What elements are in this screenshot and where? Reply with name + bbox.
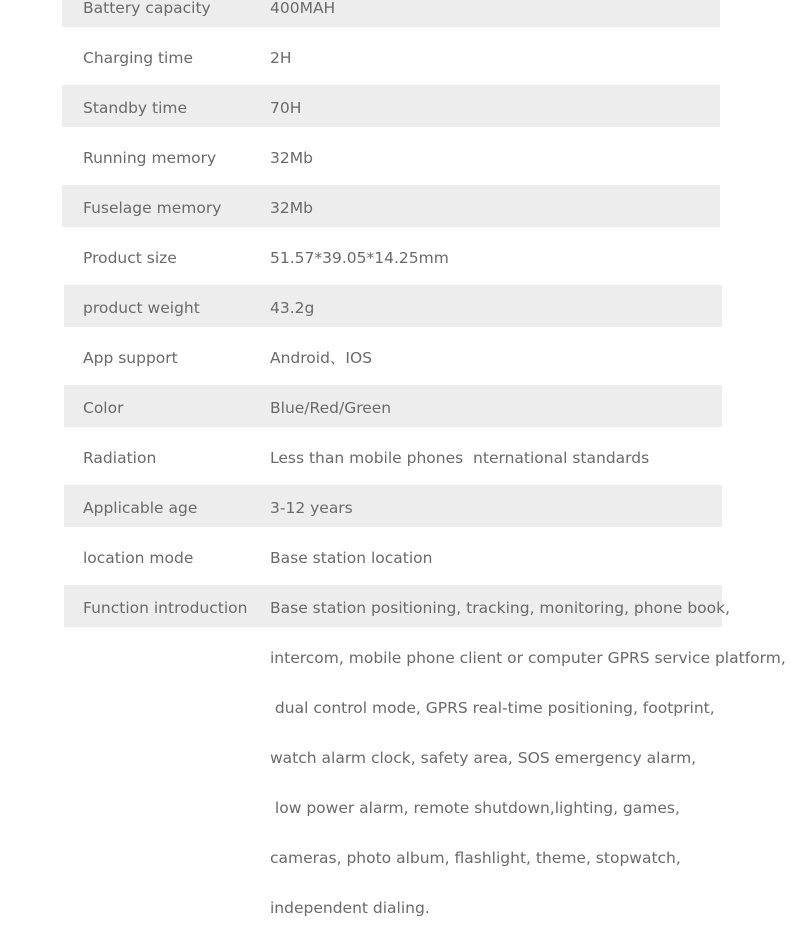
spec-value: Less than mobile phones nternational standards: [270, 449, 650, 467]
spec-label: Running memory: [83, 149, 217, 167]
spec-value: Base station location: [270, 549, 433, 567]
spec-row: [0, 48, 790, 68]
spec-row: [0, 198, 790, 218]
spec-row: [0, 398, 790, 418]
function-line: [0, 798, 790, 818]
spec-value: Blue/Red/Green: [270, 399, 392, 417]
spec-row: [0, 548, 790, 568]
spec-row: [0, 348, 790, 368]
function-line: [0, 698, 790, 718]
spec-label: Fuselage memory: [83, 199, 222, 217]
spec-value: 43.2g: [270, 299, 315, 317]
function-text: dual control mode, GPRS real-time positioning, footprint,: [270, 699, 715, 717]
function-line: [0, 648, 790, 668]
spec-value: 51.57*39.05*14.25mm: [270, 249, 449, 267]
spec-label: product weight: [83, 299, 200, 317]
spec-label: Standby time: [83, 99, 188, 117]
spec-label: Color: [83, 399, 124, 417]
spec-row: [0, 448, 790, 468]
spec-row: [0, 248, 790, 268]
function-line: [0, 748, 790, 768]
spec-label: Function introduction: [83, 599, 248, 617]
function-line: [0, 898, 790, 918]
spec-row: [0, 598, 790, 618]
spec-row: [0, 0, 790, 18]
function-text: watch alarm clock, safety area, SOS emergency alarm,: [270, 749, 697, 767]
function-line: [0, 848, 790, 868]
spec-row: [0, 98, 790, 118]
spec-label: Charging time: [83, 49, 193, 67]
spec-label: Battery capacity: [83, 0, 211, 17]
function-text: independent dialing.: [270, 899, 430, 917]
spec-label: location mode: [83, 549, 194, 567]
spec-value: 32Mb: [270, 199, 313, 217]
spec-label: Applicable age: [83, 499, 198, 517]
spec-row: [0, 148, 790, 168]
function-text: intercom, mobile phone client or computer GPRS service platform,: [270, 649, 786, 667]
spec-value: Android、IOS: [270, 349, 373, 367]
spec-row: [0, 298, 790, 318]
spec-value: 32Mb: [270, 149, 313, 167]
spec-value: 3-12 years: [270, 499, 353, 517]
spec-value: 2H: [270, 49, 292, 67]
spec-row: [0, 498, 790, 518]
spec-label: Product size: [83, 249, 177, 267]
spec-label: Radiation: [83, 449, 157, 467]
spec-value: 70H: [270, 99, 302, 117]
function-text: cameras, photo album, flashlight, theme, stopwatch,: [270, 849, 681, 867]
function-text: low power alarm, remote shutdown,lighting, games,: [270, 799, 680, 817]
spec-value: 400MAH: [270, 0, 336, 17]
spec-value: Base station positioning, tracking, monitoring, phone book,: [270, 599, 731, 617]
spec-label: App support: [83, 349, 178, 367]
